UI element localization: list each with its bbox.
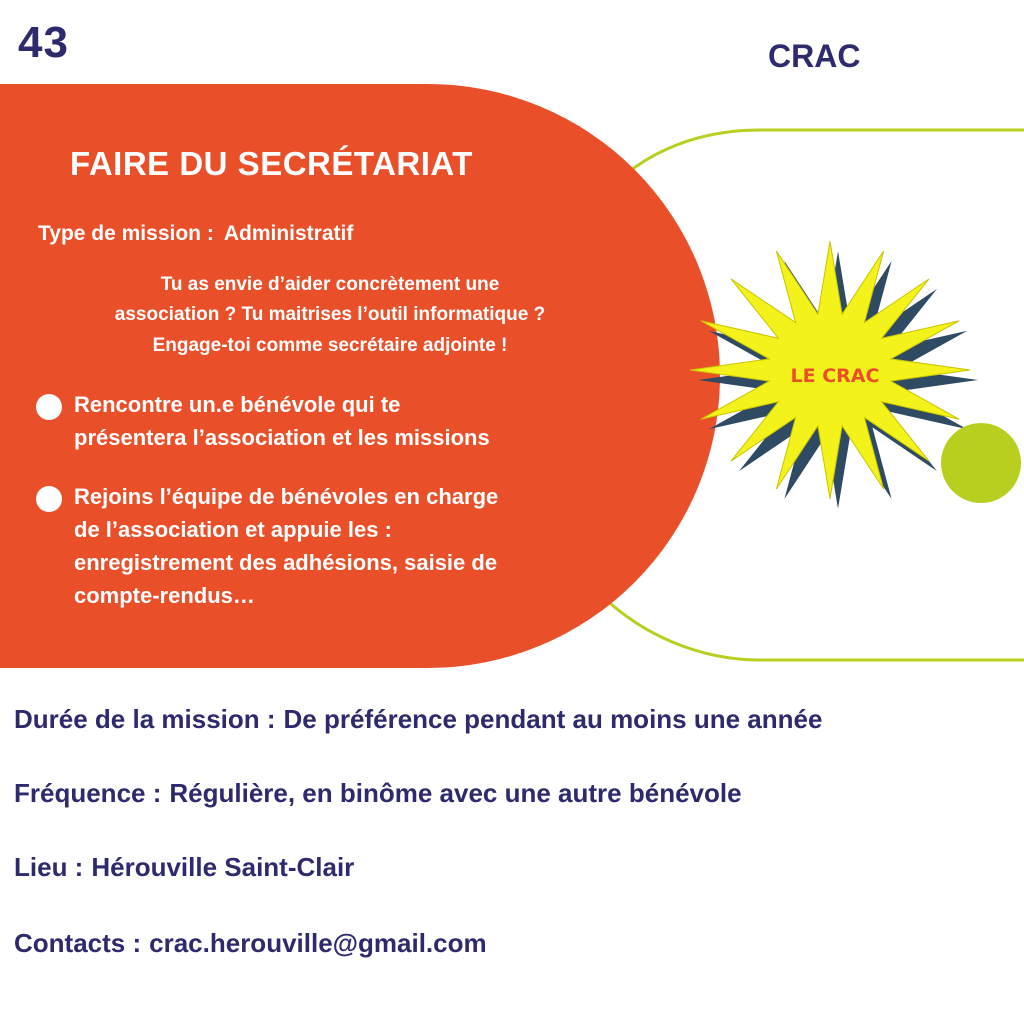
bullet-line: Rejoins l’équipe de bénévoles en charge xyxy=(74,484,499,509)
duration-value: De préférence pendant au moins une année xyxy=(283,704,823,734)
bullet-line: enregistrement des adhésions, saisie de xyxy=(74,550,498,575)
bullet-line: Rencontre un.e bénévole qui te xyxy=(74,392,401,417)
mission-location xyxy=(14,852,354,883)
contact-label: Contacts : xyxy=(14,928,142,958)
page-number: 43 xyxy=(18,18,69,67)
bullet-dot-icon xyxy=(36,394,62,420)
logo-text: LE CRAC xyxy=(790,365,880,387)
frequency-value: Régulière, en binôme avec une autre bénévole xyxy=(169,778,742,808)
duration-label: Durée de la mission : xyxy=(14,704,276,734)
contact-value[interactable]: crac.herouville@gmail.com xyxy=(149,928,487,958)
bullet-line: de l’association et appuie les : xyxy=(74,517,392,542)
bullet-line: présentera l’association et les missions xyxy=(74,425,490,450)
mission-type-label: Type de mission : xyxy=(38,222,214,245)
mission-bullet xyxy=(36,388,616,454)
organization-name: CRAC xyxy=(768,38,861,74)
bullet-dot-icon xyxy=(36,486,62,512)
intro-line: Tu as envie d’aider concrètement une xyxy=(160,274,500,295)
le-crac-logo xyxy=(680,230,980,510)
bullet-text xyxy=(74,388,490,454)
mission-title: FAIRE DU SECRÉTARIAT xyxy=(70,145,473,182)
bullet-line: compte-rendus… xyxy=(74,583,255,608)
mission-contact xyxy=(14,928,487,959)
location-label: Lieu : xyxy=(14,852,84,882)
location-value: Hérouville Saint-Clair xyxy=(91,852,355,882)
frequency-label: Fréquence : xyxy=(14,778,162,808)
intro-line: association ? Tu maitrises l’outil informatique ? xyxy=(114,304,546,326)
mission-frequency xyxy=(14,778,742,809)
mission-duration xyxy=(14,704,822,735)
mission-bullet xyxy=(36,480,616,612)
bullet-text xyxy=(74,480,498,612)
intro-line: Engage-toi comme secrétaire adjointe ! xyxy=(152,334,508,356)
mission-intro xyxy=(30,270,630,361)
green-circle-decoration xyxy=(941,423,1021,503)
mission-type xyxy=(38,222,353,246)
mission-type-value: Administratif xyxy=(223,222,354,245)
